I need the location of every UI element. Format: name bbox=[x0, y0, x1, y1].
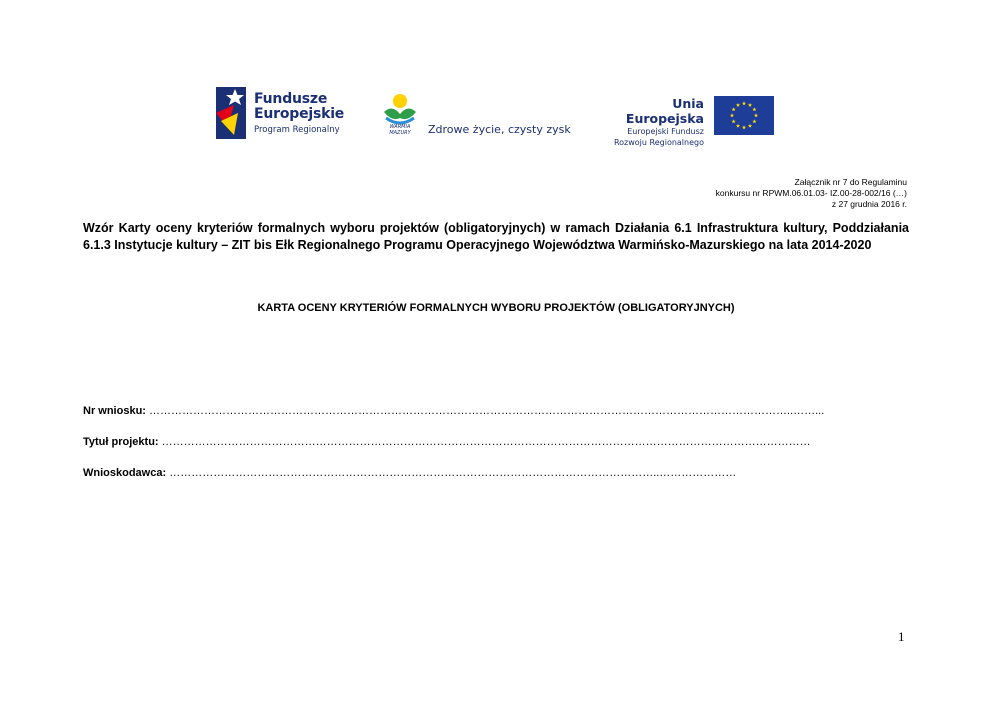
field-dots: …………………………………………………………………………………………………………………………………………………………..……... bbox=[149, 405, 825, 417]
fe-logo-line2: Europejskie bbox=[254, 106, 345, 122]
fundusze-europejskie-logo-icon bbox=[216, 87, 246, 139]
warmia-mazury-logo-icon bbox=[380, 92, 420, 136]
field-dots: …………………………………………………………………………………………………………………………………………………………… bbox=[161, 436, 811, 448]
field-label: Tytuł projektu: bbox=[83, 436, 159, 448]
warmia-mazury-slogan: Zdrowe życie, czysty zysk bbox=[428, 123, 571, 136]
annex-line1: Załącznik nr 7 do Regulaminu bbox=[794, 177, 907, 187]
fe-logo-line1: Fundusze bbox=[254, 91, 328, 107]
fundusze-europejskie-logo-text bbox=[254, 92, 344, 135]
field-label: Wnioskodawca: bbox=[83, 467, 167, 479]
ue-logo-title: Unia Europejska bbox=[625, 96, 704, 126]
field-application-number bbox=[83, 405, 909, 417]
field-label: Nr wniosku: bbox=[83, 405, 146, 417]
field-dots: ……………………………………………………………………………………………………………………..………………… bbox=[169, 467, 737, 479]
ue-logo-sub1: Europejski Fundusz bbox=[627, 127, 704, 136]
unia-europejska-logo-text bbox=[602, 96, 704, 148]
field-applicant bbox=[83, 467, 909, 479]
svg-text:MAZURY: MAZURY bbox=[389, 130, 411, 136]
svg-text:WARMIA: WARMIA bbox=[389, 124, 411, 130]
fe-logo-sub: Program Regionalny bbox=[254, 125, 340, 135]
ue-logo-sub2: Rozwoju Regionalnego bbox=[613, 138, 704, 147]
field-project-title bbox=[83, 436, 909, 448]
annex-note bbox=[540, 177, 907, 210]
annex-line3: z 27 grudnia 2016 r. bbox=[831, 199, 907, 209]
eu-flag-icon bbox=[714, 96, 774, 135]
card-heading: KARTA OCENY KRYTERIÓW FORMALNYCH WYBORU PROJEKTÓW (OBLIGATORYJNYCH) bbox=[257, 302, 735, 314]
page-number: 1 bbox=[898, 629, 905, 644]
annex-line2: konkursu nr RPWM.06.01.03- IZ.00-28-002/16 (…) bbox=[715, 188, 907, 198]
document-title: Wzór Karty oceny kryteriów formalnych wyboru projektów (obligatoryjnych) w ramach Działania 6.1 Infrastruktura kultury, Poddziałania 6.1.3 Instytucje kultury – ZIT bis Ełk Regionalnego Programu Operacyjnego Województwa Warmińsko-Mazurskiego na lata 2014-2020 bbox=[83, 221, 909, 252]
